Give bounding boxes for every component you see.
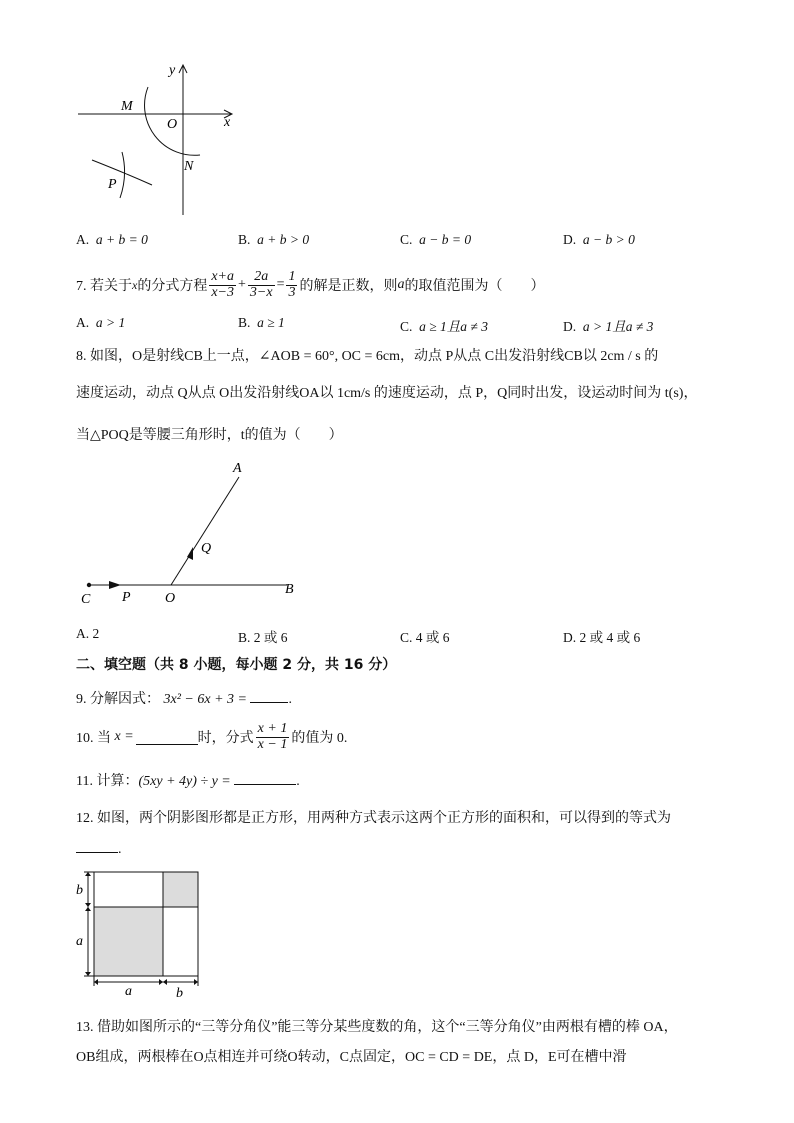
point-c	[87, 583, 91, 587]
q6-option-b[interactable]: B. a + b > 0	[238, 232, 310, 247]
q8-stem-line-2: 速度运动，动点 Q从点 O出发沿射线OA以 1cm/s 的速度运动，点 P，Q同时出发，设运动时间为 t(s)，	[76, 386, 698, 401]
q8-stem-line-1: 8. 如图，O是射线CB上一点，∠AOB = 60°, OC = 6cm，动点 P从点 C出发沿射线CB以 2cm / s 的	[76, 349, 659, 364]
q11-answer-blank[interactable]	[234, 770, 296, 785]
large-shaded-square	[94, 907, 163, 976]
arc-p2	[120, 152, 125, 198]
q6-option-d[interactable]: D. a − b > 0	[563, 232, 635, 247]
q8-stem-line-3: 当△POQ是等腰三角形时，t的值为（ ）	[76, 428, 343, 443]
q13-stem-line-1: 13. 借助如图所示的“三等分角仪”能三等分某些度数的角，这个“三等分角仪”由两根有槽的棒 OA，	[76, 1020, 678, 1035]
label-a-left: a	[76, 934, 83, 949]
label-o: O	[165, 591, 176, 606]
q12-figure	[72, 868, 212, 1003]
q8-option-c[interactable]: C. 4 或 6	[400, 630, 450, 645]
q9: 9. 分解因式： 3x² − 6x + 3 = .	[76, 688, 292, 708]
q12-answer-blank[interactable]	[76, 838, 118, 853]
ray-oa	[171, 477, 239, 585]
q6-option-c[interactable]: C. a − b = 0	[400, 232, 472, 247]
label-m: M	[121, 99, 133, 114]
label-a-bottom: a	[125, 984, 132, 999]
q8-option-b[interactable]: B. 2 或 6	[238, 630, 288, 645]
q7-option-a[interactable]: A. a > 1	[76, 315, 126, 330]
label-b-left: b	[76, 883, 83, 898]
q13-stem-line-2: OB组成，两根棒在O点相连并可绕O转动，C点固定，OC = CD = DE，点 D，E可在槽中滑	[76, 1050, 627, 1065]
section-title: 二、填空题（共 8 小题，每小题 2 分，共 16 分）	[76, 657, 397, 673]
small-shaded-square	[163, 872, 198, 907]
label-p: P	[108, 177, 117, 192]
q11: 11. 计算：(5xy + 4y) ÷ y = .	[76, 770, 300, 790]
q8-option-a[interactable]: A. 2	[76, 626, 100, 641]
label-b: B	[285, 582, 294, 597]
q7-fraction-2: $\frac{2a}{3-x}$	[249, 268, 273, 300]
q7-option-b[interactable]: B. a ≥ 1	[238, 315, 285, 330]
q12-answer-line: .	[76, 838, 122, 858]
q12-stem: 12. 如图，两个阴影图形都是正方形，用两种方式表示这两个正方形的面积和，可以得到的等式为	[76, 811, 671, 826]
q6-figure	[70, 55, 250, 220]
q7-option-c[interactable]: C. a ≥ 1且a ≠ 3	[400, 319, 488, 334]
q6-option-a[interactable]: A. a + b = 0	[76, 232, 148, 247]
q9-answer-blank[interactable]	[250, 688, 288, 703]
label-b-bottom: b	[176, 986, 183, 1001]
q7-option-d[interactable]: D. a > 1且a ≠ 3	[563, 319, 654, 334]
q10-answer-blank[interactable]	[136, 730, 198, 745]
q7-fraction-3: $\frac{1}{3}$	[288, 268, 296, 300]
q8-option-d[interactable]: D. 2 或 4 或 6	[563, 630, 641, 645]
arc-p1	[92, 160, 152, 185]
label-o: O	[167, 117, 178, 132]
label-a: A	[233, 461, 242, 476]
label-q: Q	[201, 541, 212, 556]
label-x: x	[224, 115, 231, 130]
q10: 10. 当 x = 时，分式 $\frac{x + 1}{x - 1}$ 的值为 0.	[76, 720, 348, 752]
label-n: N	[184, 159, 194, 174]
label-p: P	[122, 590, 131, 605]
label-y: y	[169, 63, 176, 78]
label-c: C	[81, 592, 91, 607]
q7-fraction-1: $\frac{x+a}{x-3}$	[211, 268, 234, 300]
arrow-p	[109, 581, 121, 589]
q7-stem: 7. 若关于 x 的分式方程 $\frac{x+a}{x-3}$ + $\frac{2a}{3-x}$ = $\frac{1}{3}$ 的解是正数，则 a 的取值范围为（ ）	[76, 268, 545, 300]
q8-figure	[75, 455, 315, 615]
q10-fraction: $\frac{x + 1}{x - 1}$	[257, 720, 288, 752]
